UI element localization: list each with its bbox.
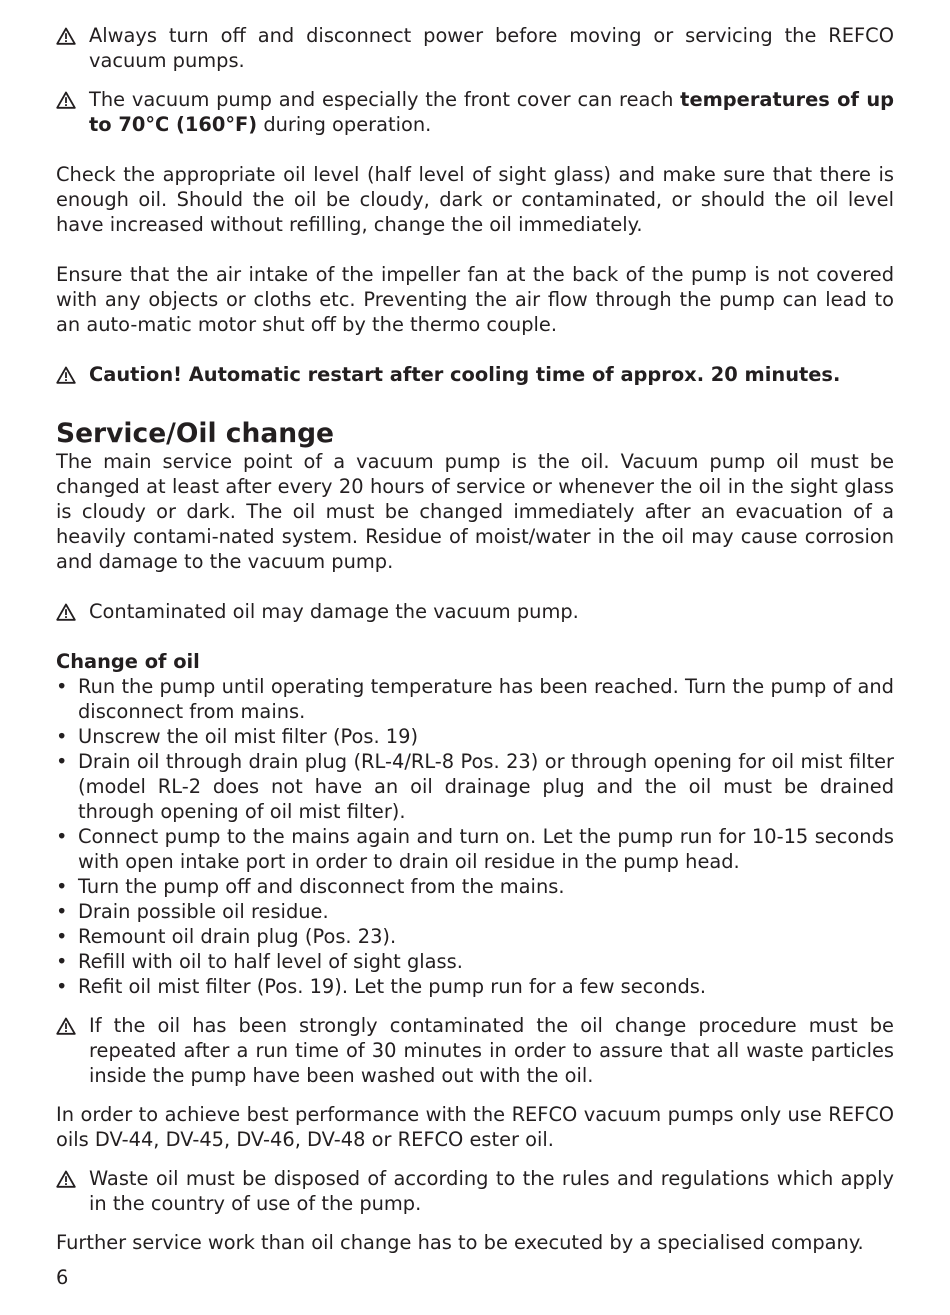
bullet: •	[56, 875, 68, 898]
warning-text: Always turn off and disconnect power before moving or servicing the REFCO vacuum pumps.	[89, 24, 894, 72]
list-item: • Refill with oil to half level of sight glass.	[56, 950, 463, 973]
recommended-oils-paragraph: In order to achieve best performance with the REFCO vacuum pumps only use REFCO oils DV-44, DV-45, DV-46, DV-48 or REFCO ester oil.	[56, 1103, 894, 1151]
list-item: • Drain oil through drain plug (RL-4/RL-8 Pos. 23) or through opening for oil mist filter (model RL-2 does not have an oil drainage plug and the oil must be drained through opening of oil mist filter).	[56, 750, 894, 823]
list-item: • Refit oil mist filter (Pos. 19). Let the pump run for a few seconds.	[56, 975, 707, 998]
warning-temperature	[56, 87, 894, 137]
air-intake-paragraph: Ensure that the air intake of the impeller fan at the back of the pump is not covered with any objects or cloths etc. Preventing the air flow through the pump can lead to an auto-matic motor shut off by the thermo couple.	[56, 263, 894, 336]
list-item: • Connect pump to the mains again and turn on. Let the pump run for 10-15 seconds with open intake port in order to drain oil residue in the pump head.	[56, 825, 894, 873]
list-item: • Remount oil drain plug (Pos. 23).	[56, 925, 397, 948]
section-heading-service: Service/Oil change	[56, 418, 335, 449]
list-item: • Unscrew the oil mist filter (Pos. 19)	[56, 725, 419, 748]
bullet: •	[56, 675, 68, 698]
temperature-emphasis: temperatures of up to 70°C (160°F)	[89, 88, 894, 136]
caution-text: Caution! Automatic restart after cooling time of approx. 20 minutes.	[89, 363, 841, 386]
warning-contaminated-oil	[56, 599, 894, 624]
warning-text: If the oil has been strongly contaminated the oil change procedure must be repeated after a run time of 30 minutes in order to assure that all waste particles inside the pump have been washed out with the oil.	[89, 1014, 894, 1087]
manual-page	[56, 23, 894, 1255]
warning-disconnect-power	[56, 23, 894, 73]
warning-triangle-icon	[56, 1017, 76, 1035]
warning-text: The vacuum pump and especially the front cover can reach temperatures of up to 70°C (160°F) during operation.	[89, 88, 894, 136]
oil-change-steps	[56, 674, 894, 999]
list-item: • Turn the pump off and disconnect from the mains.	[56, 875, 565, 898]
warning-triangle-icon	[56, 1170, 76, 1188]
service-intro-paragraph: The main service point of a vacuum pump is the oil. Vacuum pump oil must be changed at least after every 20 hours of service or whenever the oil in the sight glass is cloudy or dark. The oil must be changed immediately after an evacuation of a heavily contami-nated system. Residue of moist/water in the oil may cause corrosion and damage to the vacuum pump.	[56, 450, 894, 573]
warning-repeat-procedure	[56, 1013, 894, 1088]
bullet: •	[56, 900, 68, 923]
warning-triangle-icon	[56, 366, 76, 384]
warning-triangle-icon	[56, 91, 76, 109]
warning-text: Waste oil must be disposed of according to the rules and regulations which apply in the country of use of the pump.	[89, 1167, 894, 1215]
warning-triangle-icon	[56, 27, 76, 45]
warning-text: Contaminated oil may damage the vacuum pump.	[89, 600, 579, 623]
page-number: 6	[56, 1266, 69, 1289]
bullet: •	[56, 750, 68, 773]
subheading-change-of-oil: Change of oil	[56, 650, 200, 673]
caution-restart	[56, 362, 894, 387]
bullet: •	[56, 725, 68, 748]
warning-waste-oil	[56, 1166, 894, 1216]
list-item: • Run the pump until operating temperature has been reached. Turn the pump of and disconnect from mains.	[56, 675, 894, 723]
bullet: •	[56, 825, 68, 848]
list-item: • Drain possible oil residue.	[56, 900, 329, 923]
oil-level-paragraph: Check the appropriate oil level (half level of sight glass) and make sure that there is enough oil. Should the oil be cloudy, dark or contaminated, or should the oil level have increased without refilling, change the oil immediately.	[56, 163, 894, 236]
warning-triangle-icon	[56, 603, 76, 621]
bullet: •	[56, 950, 68, 973]
bullet: •	[56, 925, 68, 948]
further-service-paragraph: Further service work than oil change has to be executed by a specialised company.	[56, 1231, 864, 1254]
bullet: •	[56, 975, 68, 998]
